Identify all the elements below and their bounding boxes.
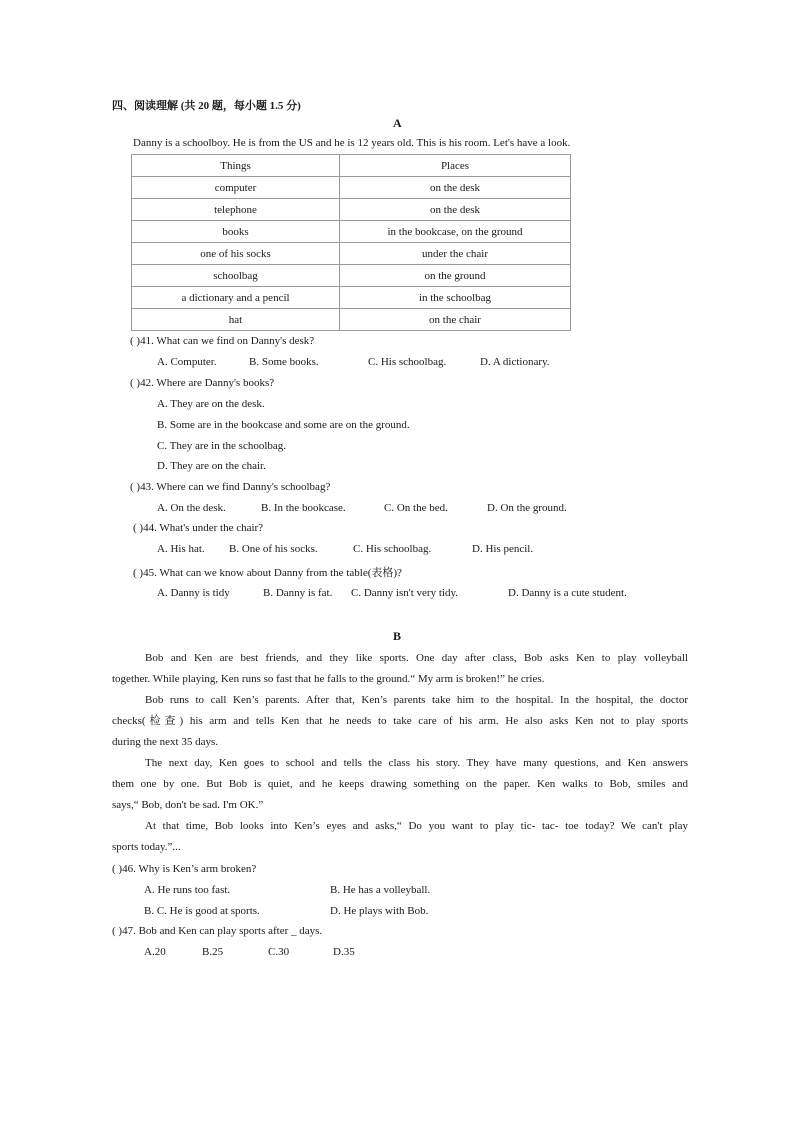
question-44-option-d[interactable]: D. His pencil. [472,543,534,555]
question-47-option-d[interactable]: D.35 [333,946,355,958]
question-42-option-d[interactable]: D. They are on the chair. [157,460,266,472]
question-45-option-d[interactable]: D. Danny is a cute student. [508,587,627,599]
part-a-intro: Danny is a schoolboy. He is from the US and he is 12 years old. This is his room. Let's have a look. [133,137,571,149]
question-46-option-c[interactable]: B. C. He is good at sports. [144,905,260,917]
passage-line: together. While playing, Ken runs so fast that he falls to the ground.“ My arm is broken!” he cries. [112,673,545,685]
question-43-stem: ( )43. Where can we find Danny's schoolbag? [130,481,331,493]
question-45-option-a[interactable]: A. Danny is tidy [157,587,230,599]
table-cell-place: on the ground [340,265,571,287]
table-row [132,221,571,243]
question-43-option-c[interactable]: C. On the bed. [384,502,448,514]
table-cell-thing: schoolbag [132,265,340,287]
question-45-option-b[interactable]: B. Danny is fat. [263,587,333,599]
question-47-option-b[interactable]: B.25 [202,946,224,958]
table-cell-place: on the desk [340,177,571,199]
question-43-option-d[interactable]: D. On the ground. [487,502,567,514]
table-cell-place: under the chair [340,243,571,265]
table-cell-place: on the chair [340,309,571,331]
passage-line: during the next 35 days. [112,736,219,748]
table-row [132,243,571,265]
table-row [132,309,571,331]
table-cell-thing: telephone [132,199,340,221]
part-a-label: A [393,116,402,130]
question-41-stem: ( )41. What can we find on Danny's desk? [130,335,315,347]
table-header-places: Places [340,155,571,177]
question-41-option-b[interactable]: B. Some books. [249,356,319,368]
question-44-stem: ( )44. What's under the chair? [133,522,264,534]
table-row [132,287,571,309]
table-row [132,265,571,287]
question-42-option-c[interactable]: C. They are in the schoolbag. [157,440,287,452]
question-42-stem: ( )42. Where are Danny's books? [130,377,275,389]
question-41-option-d[interactable]: D. A dictionary. [480,356,550,368]
passage-line: At that time, Bob looks into Ken’s eyes and asks,“ Do you want to play tic- tac- toe today? We can't play [145,820,688,832]
passage-line: checks(检查) his arm and tells Ken that he needs to take care of his arm. He also asks Ken not to play sports [112,715,688,727]
question-42-option-b[interactable]: B. Some are in the bookcase and some are on the ground. [157,419,410,431]
table-cell-thing: computer [132,177,340,199]
question-46-option-b[interactable]: B. He has a volleyball. [330,884,431,896]
question-41-option-c[interactable]: C. His schoolbag. [368,356,447,368]
question-46-option-a[interactable]: A. He runs too fast. [144,884,231,896]
question-43-option-b[interactable]: B. In the bookcase. [261,502,346,514]
table-cell-thing: books [132,221,340,243]
passage-line: them one by one. But Bob is quiet, and he keeps drawing something on the paper. Ken walks to Bob, smiles and [112,778,688,790]
table-cell-thing: one of his socks [132,243,340,265]
question-46-stem: ( )46. Why is Ken’s arm broken? [112,863,257,875]
question-45-stem: ( )45. What can we know about Danny from the table(表格)? [133,567,402,579]
table-cell-place: in the bookcase, on the ground [340,221,571,243]
passage-line: Bob runs to call Ken’s parents. After that, Ken’s parents take him to the hospital. In the hospital, the doctor [145,694,688,706]
table-cell-thing: a dictionary and a pencil [132,287,340,309]
question-47-option-c[interactable]: C.30 [268,946,290,958]
things-places-table [131,154,571,331]
passage-line: says,“ Bob, don't be sad. I'm OK.” [112,799,264,811]
question-42-option-a[interactable]: A. They are on the desk. [157,398,265,410]
passage-line: The next day, Ken goes to school and tells the class his story. They have many questions, and Ken answers [145,757,688,769]
passage-line: Bob and Ken are best friends, and they like sports. One day after class, Bob asks Ken to play volleyball [145,652,688,664]
question-47-stem: ( )47. Bob and Ken can play sports after _ days. [112,925,323,937]
section-title: 四、阅读理解 (共 20 题，每小题 1.5 分) [112,100,301,112]
question-44-option-a[interactable]: A. His hat. [157,543,205,555]
part-b-label: B [393,629,402,643]
table-header-things: Things [132,155,340,177]
table-cell-place: on the desk [340,199,571,221]
table-row [132,199,571,221]
question-41-option-a[interactable]: A. Computer. [157,356,217,368]
question-44-option-b[interactable]: B. One of his socks. [229,543,318,555]
question-47-option-a[interactable]: A.20 [144,946,166,958]
table-cell-thing: hat [132,309,340,331]
table-row [132,177,571,199]
question-44-option-c[interactable]: C. His schoolbag. [353,543,432,555]
table-cell-place: in the schoolbag [340,287,571,309]
question-45-option-c[interactable]: C. Danny isn't very tidy. [351,587,458,599]
passage-line: sports today.”... [112,841,181,853]
question-46-option-d[interactable]: D. He plays with Bob. [330,905,429,917]
part-b-passage [112,648,688,858]
question-43-option-a[interactable]: A. On the desk. [157,502,226,514]
table-header-row [132,155,571,177]
